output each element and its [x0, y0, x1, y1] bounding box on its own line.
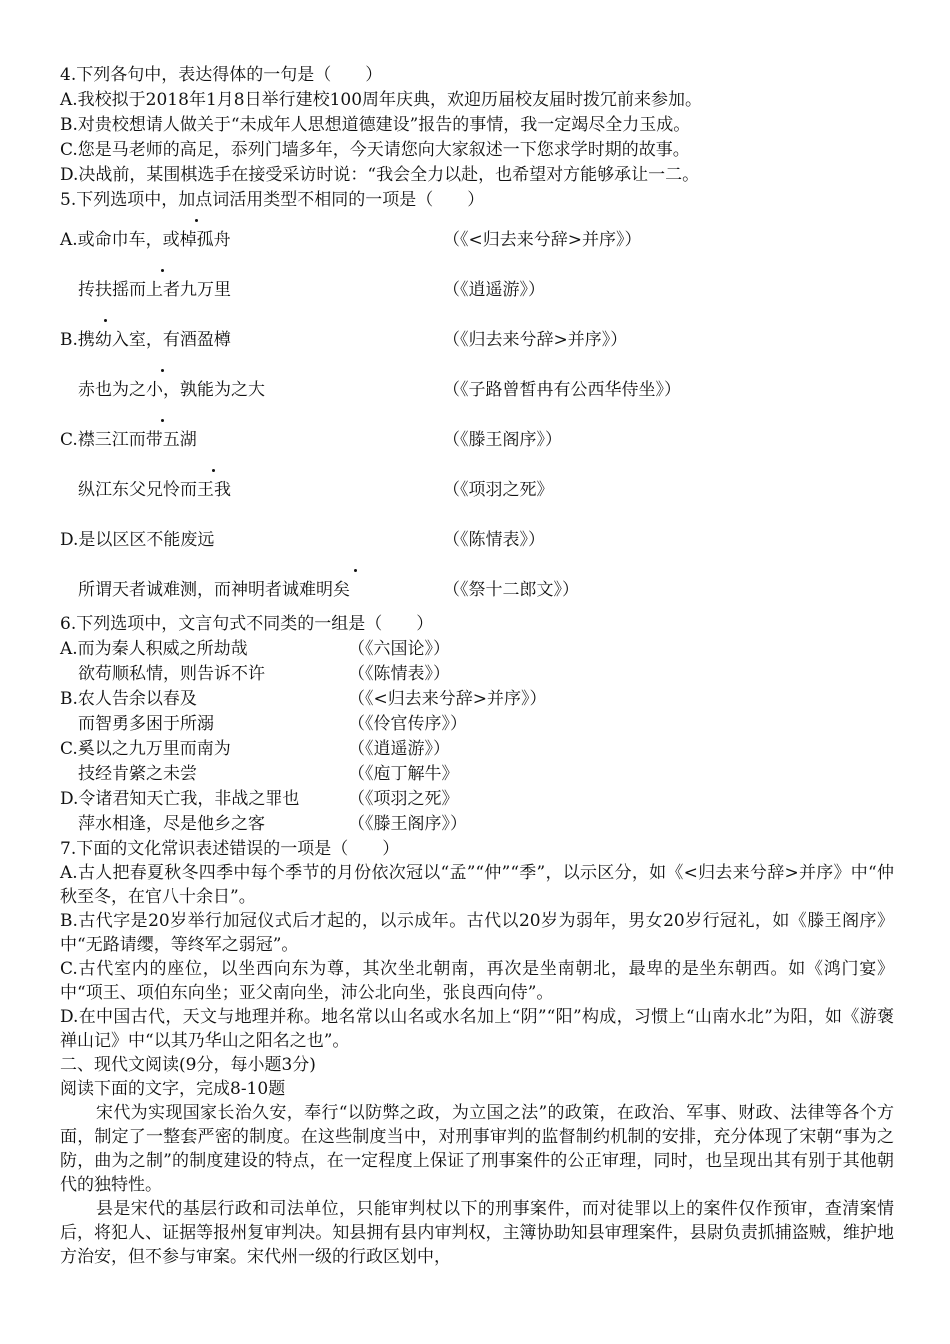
q6-source-b1: （《<归去来兮辞>并序》） — [348, 689, 547, 709]
q5-source-a2: （《逍遥游》） — [443, 280, 545, 300]
q5-row-b1: B.携幼入室，有酒盈樽 — [60, 330, 231, 350]
q7-option-c: C.古代室内的座位，以坐西向东为尊，其次坐北朝南，再次是坐南朝北，最卑的是坐东朝西。如《鸿门宴》中“项王、项伯东向坐；亚父南向坐，沛公北向坐，张良西向侍”。 — [60, 959, 894, 1003]
q6-row-a2: 欲苟顺私情，则告诉不许 — [78, 664, 265, 684]
q5-row-c1: C.襟三江而带五湖 — [60, 430, 197, 450]
q5-row-d1: D.是以区区不能废远 — [60, 530, 215, 550]
q7-option-a: A.古人把春夏秋冬四季中每个季节的月份依次冠以“孟”“仲”“季”，以示区分，如《<归去来兮辞>并序》中“仲秋至冬，在官八十余日”。 — [60, 863, 894, 907]
q5-stem: 5.下列选项中，加点词活用类型不相同的一项是（ ） — [60, 190, 485, 210]
q4-option-c: C.您是马老师的高足，忝列门墙多年，今天请您向大家叙述一下您求学时期的故事。 — [60, 140, 690, 160]
q5-row-d2: 所谓天者诚难测，而神明者诚难明矣 — [78, 580, 350, 600]
q6-row-c2: 技经肯綮之未尝 — [78, 764, 197, 784]
emphasis-dot — [195, 219, 198, 222]
emphasis-dot — [161, 369, 164, 372]
q6-source-c2: （《庖丁解牛》 — [348, 764, 459, 784]
q6-row-d2: 萍水相逢，尽是他乡之客 — [78, 814, 265, 834]
q5-source-c1: （《滕王阁序》） — [443, 430, 562, 450]
q7-options — [60, 861, 894, 1269]
q6-source-d2: （《滕王阁序》） — [348, 814, 467, 834]
emphasis-dot — [212, 469, 215, 472]
emphasis-dot — [104, 319, 107, 322]
q6-row-a1: A.而为秦人积威之所劫哉 — [60, 639, 248, 659]
q6-source-b2: （《伶官传序》） — [348, 714, 467, 734]
q5-row-c2: 纵江东父兄怜而王我 — [78, 480, 231, 500]
q5-row-a1: A.或命巾车，或棹孤舟 — [60, 230, 231, 250]
emphasis-dot — [161, 269, 164, 272]
q6-stem: 6.下列选项中，文言句式不同类的一组是（ ） — [60, 614, 434, 634]
q4-option-a: A.我校拟于2018年1月8日举行建校100周年庆典，欢迎历届校友届时拨冗前来参加。 — [60, 90, 703, 110]
q4-option-b: B.对贵校想请人做关于“未成年人思想道德建设”报告的事情，我一定竭尽全力玉成。 — [60, 115, 691, 135]
q6-source-c1: （《逍遥游》） — [348, 739, 450, 759]
q5-row-b2: 赤也为之小，孰能为之大 — [78, 380, 265, 400]
q7-stem: 7.下面的文化常识表述错误的一项是（ ） — [60, 839, 400, 859]
q6-row-b2: 而智勇多困于所溺 — [78, 714, 214, 734]
q5-source-c2: （《项羽之死》 — [443, 480, 554, 500]
q7-option-d: D.在中国古代，天文与地理并称。地名常以山名或水名加上“阴”“阳”构成，习惯上“山南水北”为阳，如《游褒禅山记》中“以其乃华山之阳名之也”。 — [60, 1007, 894, 1051]
q5-source-b2: （《子路曾皙冉有公西华侍坐》） — [443, 380, 681, 400]
q7-option-b: B.古代字是20岁举行加冠仪式后才起的，以示成年。古代以20岁为弱年，男女20岁行冠礼，如《滕王阁序》中“无路请缨，等终军之弱冠”。 — [60, 911, 894, 955]
q5-source-a1: （《<归去来兮辞>并序》） — [443, 230, 642, 250]
q5-source-d2: （《祭十二郎文》） — [443, 580, 579, 600]
q5-source-b1: （《归去来兮辞>并序》） — [443, 330, 628, 350]
q6-row-d1: D.令诸君知天亡我，非战之罪也 — [60, 789, 300, 809]
q4-option-d: D.决战前，某围棋选手在接受采访时说：“我会全力以赴，也希望对方能够承让一二。 — [60, 165, 700, 185]
passage-paragraph-2: 县是宋代的基层行政和司法单位，只能审判杖以下的刑事案件，而对徒罪以上的案件仅作预审，查清案情后，将犯人、证据等报州复审判决。知县拥有县内审判权，主簿协助知县审理案件，县尉负责抓捕盗贼，维护地方治安，但不参与审案。宋代州一级的行政区划中， — [60, 1199, 894, 1267]
q6-source-d1: （《项羽之死》 — [348, 789, 459, 809]
emphasis-dot — [161, 419, 164, 422]
q6-row-b1: B.农人告余以春及 — [60, 689, 197, 709]
q6-source-a1: （《六国论》） — [348, 639, 450, 659]
q4-stem: 4.下列各句中，表达得体的一句是（ ） — [60, 65, 383, 85]
reading-instruction: 阅读下面的文字，完成8-10题 — [60, 1079, 286, 1099]
section-title: 二、现代文阅读(9分，每小题3分) — [60, 1055, 316, 1075]
q5-source-d1: （《陈情表》） — [443, 530, 545, 550]
q5-row-a2: 抟扶摇而上者九万里 — [78, 280, 231, 300]
passage-paragraph-1: 宋代为实现国家长治久安，奉行“以防弊之政，为立国之法”的政策，在政治、军事、财政、法律等各个方面，制定了一整套严密的制度。在这些制度当中，对刑事审判的监督制约机制的安排，充分体现了宋朝“事为之防，曲为之制”的制度建设的特点，在一定程度上保证了刑事案件的公正审理，同时，也呈现出其有别于其他朝代的独特性。 — [60, 1103, 894, 1195]
q6-row-c1: C.奚以之九万里而南为 — [60, 739, 231, 759]
emphasis-dot — [354, 569, 357, 572]
q6-source-a2: （《陈情表》） — [348, 664, 450, 684]
